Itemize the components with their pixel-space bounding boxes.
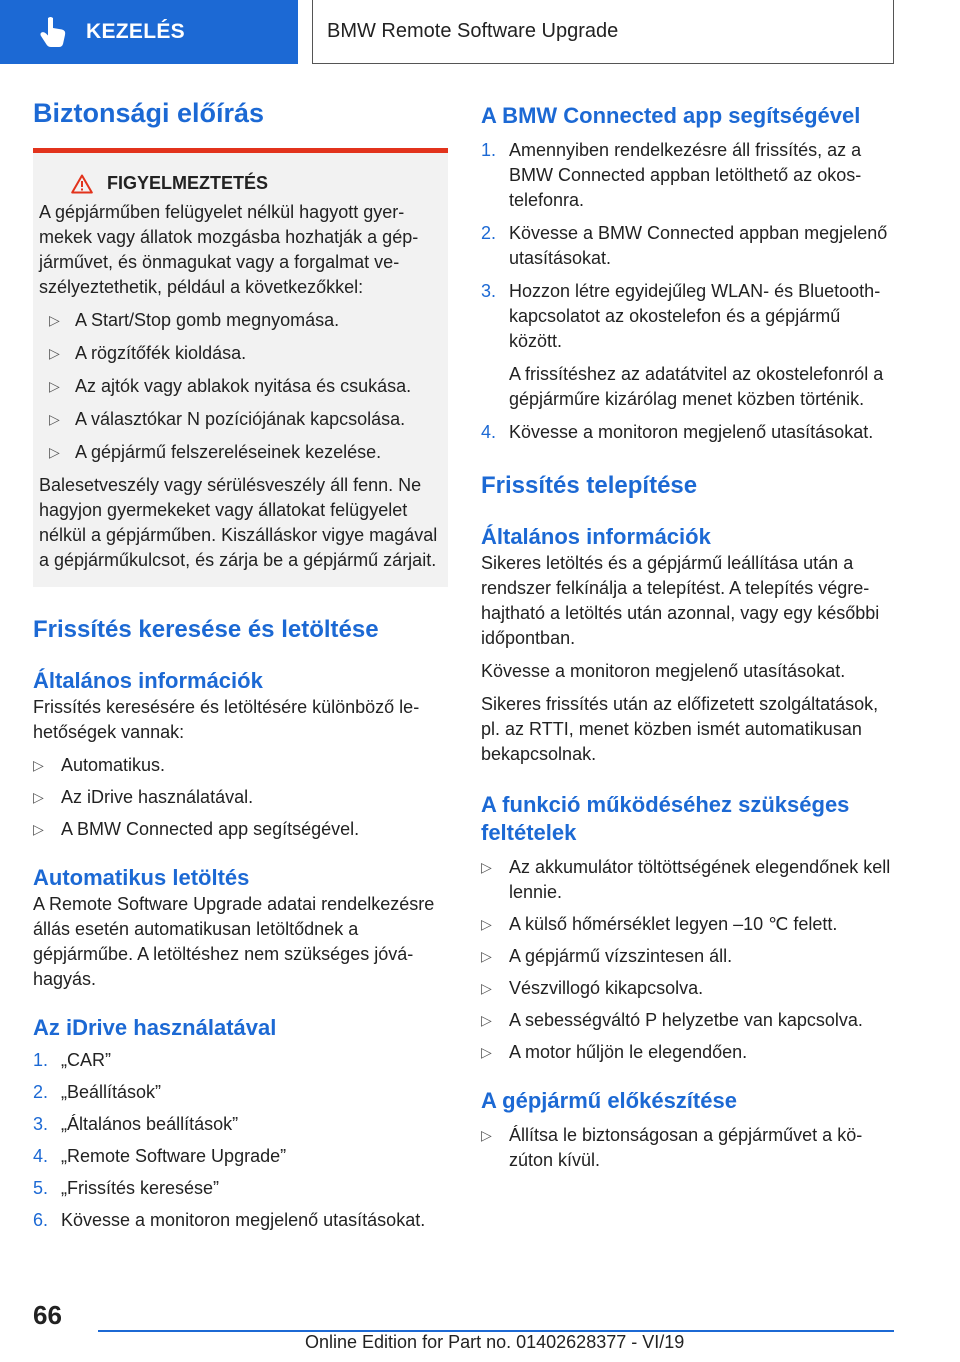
warning-text-2: Balesetveszély vagy sérülésveszély áll fenn. Ne hagyjon gyermekeket vagy állatokat felügyelet nélkül a gépjárműben. Kiszálláskor vigye magával a gépjárműkulcsot, és zárja be a gépjármű zárjait.: [39, 475, 438, 570]
triangle-bullet-icon: ▷: [481, 1044, 492, 1060]
list-item: 4. „Remote Software Upgrade”: [33, 1146, 287, 1166]
list-item: ▷ Az ajtók vagy ablakok nyitása és csukása.: [39, 374, 440, 399]
list-item: ▷ A rögzítőfék kioldása.: [39, 341, 440, 366]
warning-triangle-icon: [71, 174, 93, 194]
edition-text: Online Edition for Part no. 01402628377 - VI/19: [305, 1332, 685, 1352]
heading-auto: Automatikus letöltés: [33, 865, 250, 890]
triangle-bullet-icon: ▷: [49, 312, 60, 328]
list-item: ▷ A BMW Connected app segítségével.: [33, 817, 448, 842]
left-column: [33, 96, 448, 1233]
triangle-bullet-icon: ▷: [49, 345, 60, 361]
list-item: 1. Amennyiben rendelkezésre áll frissítés, az a BMW Connected appban letölthető az okostelefonra.: [481, 140, 862, 210]
hand-pointer-icon: [36, 15, 70, 49]
install-text-2: Kövesse a monitoron megjelenő utasításokat.: [481, 661, 846, 681]
triangle-bullet-icon: ▷: [481, 948, 492, 964]
triangle-bullet-icon: ▷: [33, 757, 44, 773]
triangle-bullet-icon: ▷: [49, 411, 60, 427]
warning-title: FIGYELMEZTETÉS: [71, 171, 440, 196]
general-text: Frissítés keresésére és letöltésére különböző lehetőségek vannak:: [33, 697, 420, 742]
list-item: ▷ A választókar N pozíciójának kapcsolása.: [39, 407, 440, 432]
list-item: ▷ Állítsa le biztonságosan a gépjárművet a közúton kívül.: [481, 1123, 896, 1173]
heading-search: Frissítés keresése és letöltése: [33, 616, 379, 643]
install-text-1: Sikeres letöltés és a gépjármű leállítása után a rendszer felkínálja a telepítést. A telepítés végrehajtható a letöltés után azonnal, vagy egy későbbi időpontban.: [481, 553, 880, 648]
section-label: KEZELÉS: [86, 20, 185, 43]
triangle-bullet-icon: ▷: [481, 1127, 492, 1143]
auto-text: A Remote Software Upgrade adatai rendelkezésre állás esetén automatikusan letöltődnek a gépjárműbe. A letöltéshez nem szükséges jóváhagyás.: [33, 894, 435, 989]
triangle-bullet-icon: ▷: [481, 916, 492, 932]
list-item: 2. Kövesse a BMW Connected appban megjelenő utasításokat.: [481, 223, 888, 268]
list-item: 4. Kövesse a monitoron megjelenő utasításokat.: [481, 422, 874, 442]
triangle-bullet-icon: ▷: [49, 444, 60, 460]
triangle-bullet-icon: ▷: [49, 378, 60, 394]
section-tab: [0, 0, 298, 64]
triangle-bullet-icon: ▷: [33, 821, 44, 837]
list-item: ▷ A sebességváltó P helyzetbe van kapcsolva.: [481, 1008, 896, 1033]
heading-idrive: Az iDrive használatával: [33, 1015, 277, 1040]
install-text-3: Sikeres frissítés után az előfizetett szolgáltatások, pl. az RTTI, menet közben ismét automatikusan bekapcsolnak.: [481, 694, 879, 764]
list-item: 2. „Beállítások”: [33, 1082, 162, 1102]
chapter-title: BMW Remote Software Upgrade: [312, 0, 894, 64]
page-number: 66: [33, 1300, 62, 1330]
list-item: ▷ Az akkumulátor töltöttségének elegendőnek kell lennie.: [481, 855, 896, 905]
list-item: ▷ A Start/Stop gomb megnyomása.: [39, 308, 440, 333]
triangle-bullet-icon: ▷: [481, 1012, 492, 1028]
triangle-bullet-icon: ▷: [481, 980, 492, 996]
heading-conditions: A funkció működéséhez szükséges feltételek: [481, 792, 850, 845]
heading-general-2: Általános információk: [481, 524, 711, 549]
triangle-bullet-icon: ▷: [481, 859, 492, 875]
list-item: ▷ Az iDrive használatával.: [33, 785, 448, 810]
step-note: A frissítéshez az adatátvitel az okostelefonról a gépjárműre kizárólag menet közben történik.: [509, 364, 884, 409]
heading-safety: Biztonsági előírás: [33, 98, 265, 128]
list-item: ▷ A gépjármű vízszintesen áll.: [481, 944, 896, 969]
list-item: 3. „Általános beállítások”: [33, 1114, 239, 1134]
warning-text: A gépjárműben felügyelet nélkül hagyott gyermekek vagy állatok mozgásba hozhatják a gépjárművet, és önmagukat vagy a forgalmat veszélyeztethetik, például a következőkkel:: [39, 202, 419, 297]
list-item: ▷ A külső hőmérséklet legyen –10 ℃ felett.: [481, 912, 896, 937]
list-item: ▷ A motor hűljön le elegendően.: [481, 1040, 896, 1065]
list-item: ▷ Vészvillogó kikapcsolva.: [481, 976, 896, 1001]
heading-general: Általános információk: [33, 668, 263, 693]
heading-prep: A gépjármű előkészítése: [481, 1088, 737, 1113]
list-item: 1. „CAR”: [33, 1050, 111, 1070]
list-item: 3. Hozzon létre egyidejűleg WLAN- és Bluetooth-kapcsolatot az okostelefon és a gépjármű között.: [481, 281, 881, 351]
warning-box: [33, 148, 448, 587]
list-item: ▷ Automatikus.: [33, 753, 448, 778]
heading-app: A BMW Connected app segítségével: [481, 103, 861, 128]
heading-install: Frissítés telepítése: [481, 472, 698, 499]
triangle-bullet-icon: ▷: [33, 789, 44, 805]
list-item: 6. Kövesse a monitoron megjelenő utasításokat.: [33, 1210, 426, 1230]
right-column: [481, 96, 896, 1173]
list-item: ▷ A gépjármű felszereléseinek kezelése.: [39, 440, 440, 465]
list-item: 5. „Frissítés keresése”: [33, 1178, 220, 1198]
